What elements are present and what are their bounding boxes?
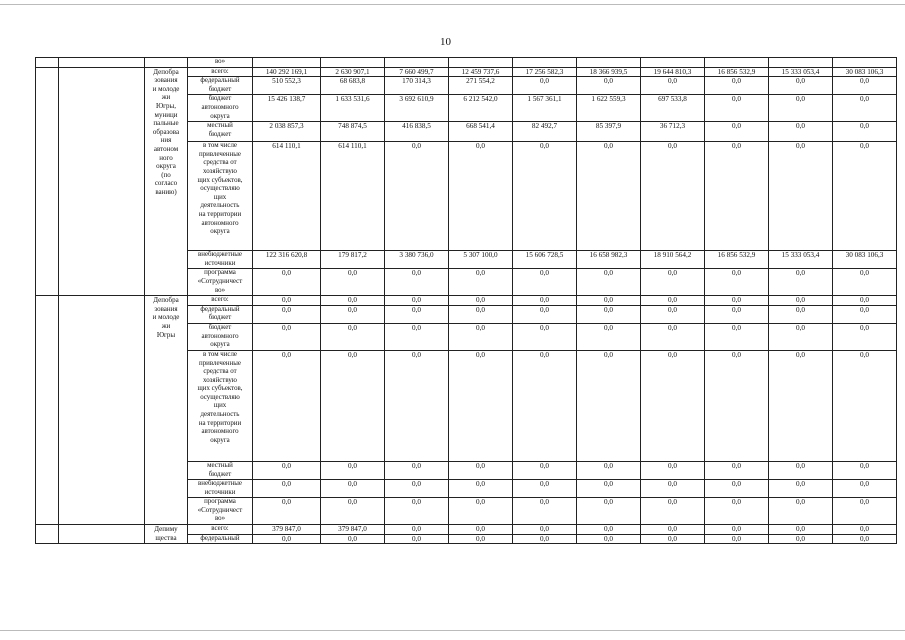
table-row	[36, 296, 897, 306]
source-cell: федеральный бюджет	[188, 77, 253, 95]
value-cell: 0,0	[321, 305, 385, 323]
source-cell: программа «Сотрудничест во»	[188, 498, 253, 525]
value-cell: 0,0	[705, 77, 769, 95]
value-cell: 0,0	[769, 142, 833, 251]
value-cell: 0,0	[385, 305, 449, 323]
source-cell: бюджет автономного округа	[188, 323, 253, 350]
value-cell: 0,0	[253, 269, 321, 296]
value-cell: 0,0	[321, 461, 385, 479]
value-cell: 0,0	[577, 498, 641, 525]
value-cell: 0,0	[833, 480, 897, 498]
value-cell: 0,0	[641, 142, 705, 251]
table-cell	[833, 58, 897, 68]
value-cell: 0,0	[449, 498, 513, 525]
value-cell: 668 541,4	[449, 122, 513, 142]
value-cell: 0,0	[449, 323, 513, 350]
value-cell: 0,0	[253, 296, 321, 306]
value-cell: 2 038 857,3	[253, 122, 321, 142]
value-cell: 0,0	[833, 296, 897, 306]
table-cell	[36, 67, 59, 296]
table-cell	[59, 58, 145, 68]
value-cell: 0,0	[833, 95, 897, 122]
value-cell: 0,0	[321, 534, 385, 544]
value-cell: 0,0	[705, 461, 769, 479]
value-cell: 0,0	[577, 142, 641, 251]
source-cell: бюджет автономного округа	[188, 95, 253, 122]
value-cell: 0,0	[641, 350, 705, 461]
value-cell: 0,0	[641, 480, 705, 498]
value-cell: 18 366 939,5	[577, 67, 641, 77]
value-cell: 0,0	[641, 296, 705, 306]
value-cell: 0,0	[385, 480, 449, 498]
table-row	[36, 58, 897, 68]
table-cell	[36, 525, 59, 544]
value-cell: 0,0	[385, 498, 449, 525]
value-cell: 0,0	[577, 305, 641, 323]
source-cell: всего:	[188, 296, 253, 306]
source-cell: в том числе привлеченные средства от хозяйствую щих субъектов, осуществляю щих деятельность на территории автономного округа	[188, 142, 253, 251]
executor-cell: Депобра зования и молоде жи Югры	[145, 296, 188, 525]
value-cell: 0,0	[513, 498, 577, 525]
value-cell: 0,0	[705, 323, 769, 350]
source-cell: федеральный	[188, 534, 253, 544]
scan-top-edge	[0, 4, 905, 5]
value-cell: 0,0	[769, 498, 833, 525]
budget-table	[35, 57, 897, 544]
table-cell	[145, 58, 188, 68]
scan-bottom-edge	[0, 630, 905, 631]
value-cell: 0,0	[705, 269, 769, 296]
value-cell: 0,0	[641, 323, 705, 350]
value-cell: 15 333 053,4	[769, 67, 833, 77]
value-cell: 170 314,3	[385, 77, 449, 95]
value-cell: 6 212 542,0	[449, 95, 513, 122]
value-cell: 179 817,2	[321, 251, 385, 269]
table-cell	[577, 58, 641, 68]
value-cell: 0,0	[449, 305, 513, 323]
value-cell: 0,0	[769, 122, 833, 142]
value-cell: 0,0	[577, 323, 641, 350]
value-cell: 0,0	[513, 461, 577, 479]
value-cell: 0,0	[833, 498, 897, 525]
value-cell: 0,0	[253, 350, 321, 461]
value-cell: 0,0	[385, 142, 449, 251]
value-cell: 0,0	[769, 350, 833, 461]
value-cell: 17 256 582,3	[513, 67, 577, 77]
value-cell: 3 692 610,9	[385, 95, 449, 122]
value-cell: 0,0	[577, 269, 641, 296]
table-row	[36, 525, 897, 535]
value-cell: 0,0	[577, 525, 641, 535]
value-cell: 0,0	[577, 77, 641, 95]
value-cell: 0,0	[769, 77, 833, 95]
value-cell: 0,0	[641, 498, 705, 525]
value-cell: 0,0	[513, 534, 577, 544]
value-cell: 0,0	[253, 498, 321, 525]
source-cell: местный бюджет	[188, 122, 253, 142]
value-cell: 15 606 728,5	[513, 251, 577, 269]
value-cell: 0,0	[513, 269, 577, 296]
value-cell: 0,0	[513, 350, 577, 461]
value-cell: 0,0	[833, 461, 897, 479]
value-cell: 36 712,3	[641, 122, 705, 142]
value-cell: 0,0	[321, 323, 385, 350]
table-cell	[253, 58, 321, 68]
table-cell	[705, 58, 769, 68]
page-number: 10	[440, 36, 451, 48]
value-cell: 0,0	[449, 525, 513, 535]
value-cell: 0,0	[833, 350, 897, 461]
value-cell: 614 110,1	[253, 142, 321, 251]
value-cell: 0,0	[449, 269, 513, 296]
table-cell	[36, 58, 59, 68]
value-cell: 7 660 499,7	[385, 67, 449, 77]
value-cell: 0,0	[705, 534, 769, 544]
value-cell: 0,0	[577, 296, 641, 306]
table-cell	[321, 58, 385, 68]
table-cell	[385, 58, 449, 68]
value-cell: 18 910 564,2	[641, 251, 705, 269]
value-cell: 614 110,1	[321, 142, 385, 251]
value-cell: 0,0	[385, 461, 449, 479]
value-cell: 0,0	[769, 296, 833, 306]
value-cell: 0,0	[513, 296, 577, 306]
source-cell: внебюджетные источники	[188, 251, 253, 269]
value-cell: 1 633 531,6	[321, 95, 385, 122]
value-cell: 0,0	[641, 461, 705, 479]
value-cell: 0,0	[705, 498, 769, 525]
value-cell: 16 856 532,9	[705, 67, 769, 77]
value-cell: 271 554,2	[449, 77, 513, 95]
value-cell: 0,0	[833, 534, 897, 544]
value-cell: 0,0	[321, 350, 385, 461]
value-cell: 0,0	[577, 534, 641, 544]
value-cell: 0,0	[253, 305, 321, 323]
value-cell: 0,0	[513, 305, 577, 323]
value-cell: 0,0	[513, 77, 577, 95]
value-cell: 0,0	[385, 323, 449, 350]
value-cell: 0,0	[513, 480, 577, 498]
value-cell: 0,0	[705, 142, 769, 251]
value-cell: 0,0	[253, 480, 321, 498]
value-cell: 0,0	[253, 323, 321, 350]
source-cell: во»	[188, 58, 253, 68]
value-cell: 1 622 559,3	[577, 95, 641, 122]
value-cell: 0,0	[705, 525, 769, 535]
value-cell: 0,0	[833, 525, 897, 535]
value-cell: 0,0	[641, 534, 705, 544]
value-cell: 16 856 532,9	[705, 251, 769, 269]
value-cell: 0,0	[705, 296, 769, 306]
source-cell: всего:	[188, 525, 253, 535]
table-cell	[449, 58, 513, 68]
source-cell: местный бюджет	[188, 461, 253, 479]
value-cell: 0,0	[385, 296, 449, 306]
value-cell: 0,0	[385, 350, 449, 461]
table-cell	[513, 58, 577, 68]
value-cell: 0,0	[833, 142, 897, 251]
value-cell: 68 683,8	[321, 77, 385, 95]
value-cell: 416 838,5	[385, 122, 449, 142]
value-cell: 19 644 810,3	[641, 67, 705, 77]
value-cell: 0,0	[705, 95, 769, 122]
value-cell: 0,0	[833, 269, 897, 296]
value-cell: 0,0	[513, 525, 577, 535]
value-cell: 0,0	[321, 480, 385, 498]
value-cell: 0,0	[769, 323, 833, 350]
value-cell: 0,0	[577, 480, 641, 498]
value-cell: 697 533,8	[641, 95, 705, 122]
value-cell: 0,0	[513, 323, 577, 350]
value-cell: 0,0	[641, 525, 705, 535]
value-cell: 0,0	[769, 305, 833, 323]
value-cell: 0,0	[513, 142, 577, 251]
value-cell: 122 316 620,8	[253, 251, 321, 269]
value-cell: 0,0	[769, 95, 833, 122]
value-cell: 0,0	[253, 534, 321, 544]
value-cell: 510 552,3	[253, 77, 321, 95]
value-cell: 0,0	[449, 461, 513, 479]
value-cell: 2 630 907,1	[321, 67, 385, 77]
value-cell: 140 292 169,1	[253, 67, 321, 77]
source-cell: всего:	[188, 67, 253, 77]
value-cell: 12 459 737,6	[449, 67, 513, 77]
value-cell: 0,0	[385, 269, 449, 296]
value-cell: 0,0	[833, 323, 897, 350]
value-cell: 0,0	[769, 269, 833, 296]
value-cell: 0,0	[705, 350, 769, 461]
value-cell: 0,0	[321, 296, 385, 306]
value-cell: 0,0	[641, 77, 705, 95]
value-cell: 85 397,9	[577, 122, 641, 142]
value-cell: 15 426 138,7	[253, 95, 321, 122]
value-cell: 0,0	[833, 305, 897, 323]
value-cell: 16 658 982,3	[577, 251, 641, 269]
executor-cell: Депиму щества	[145, 525, 188, 544]
value-cell: 0,0	[449, 534, 513, 544]
value-cell: 0,0	[321, 269, 385, 296]
value-cell: 0,0	[769, 534, 833, 544]
value-cell: 1 567 361,1	[513, 95, 577, 122]
value-cell: 0,0	[833, 77, 897, 95]
source-cell: в том числе привлеченные средства от хозяйствую щих субъектов, осуществляю щих деятельность на территории автономного округа	[188, 350, 253, 461]
value-cell: 0,0	[577, 461, 641, 479]
value-cell: 0,0	[705, 305, 769, 323]
value-cell: 0,0	[385, 525, 449, 535]
value-cell: 0,0	[769, 461, 833, 479]
table-row	[36, 67, 897, 77]
value-cell: 15 333 053,4	[769, 251, 833, 269]
value-cell: 748 874,5	[321, 122, 385, 142]
value-cell: 0,0	[449, 350, 513, 461]
value-cell: 30 083 106,3	[833, 251, 897, 269]
value-cell: 30 083 106,3	[833, 67, 897, 77]
table-cell	[59, 296, 145, 525]
value-cell: 0,0	[449, 142, 513, 251]
value-cell: 379 847,0	[321, 525, 385, 535]
table-cell	[769, 58, 833, 68]
source-cell: федеральный бюджет	[188, 305, 253, 323]
table-cell	[59, 67, 145, 296]
value-cell: 0,0	[769, 480, 833, 498]
executor-cell: Депобра зования и молоде жи Югры, муници пальные образова ния автоном ного округа (по согласо ванию)	[145, 67, 188, 296]
table-cell	[59, 525, 145, 544]
value-cell: 0,0	[253, 461, 321, 479]
value-cell: 0,0	[833, 122, 897, 142]
table-cell	[36, 296, 59, 525]
value-cell: 0,0	[321, 498, 385, 525]
value-cell: 3 380 736,0	[385, 251, 449, 269]
value-cell: 0,0	[641, 305, 705, 323]
value-cell: 0,0	[577, 350, 641, 461]
source-cell: внебюджетные источники	[188, 480, 253, 498]
value-cell: 82 492,7	[513, 122, 577, 142]
value-cell: 5 307 100,0	[449, 251, 513, 269]
value-cell: 0,0	[641, 269, 705, 296]
value-cell: 379 847,0	[253, 525, 321, 535]
value-cell: 0,0	[449, 480, 513, 498]
table-cell	[641, 58, 705, 68]
value-cell: 0,0	[705, 480, 769, 498]
value-cell: 0,0	[449, 296, 513, 306]
value-cell: 0,0	[705, 122, 769, 142]
source-cell: программа «Сотрудничест во»	[188, 269, 253, 296]
value-cell: 0,0	[385, 534, 449, 544]
value-cell: 0,0	[769, 525, 833, 535]
